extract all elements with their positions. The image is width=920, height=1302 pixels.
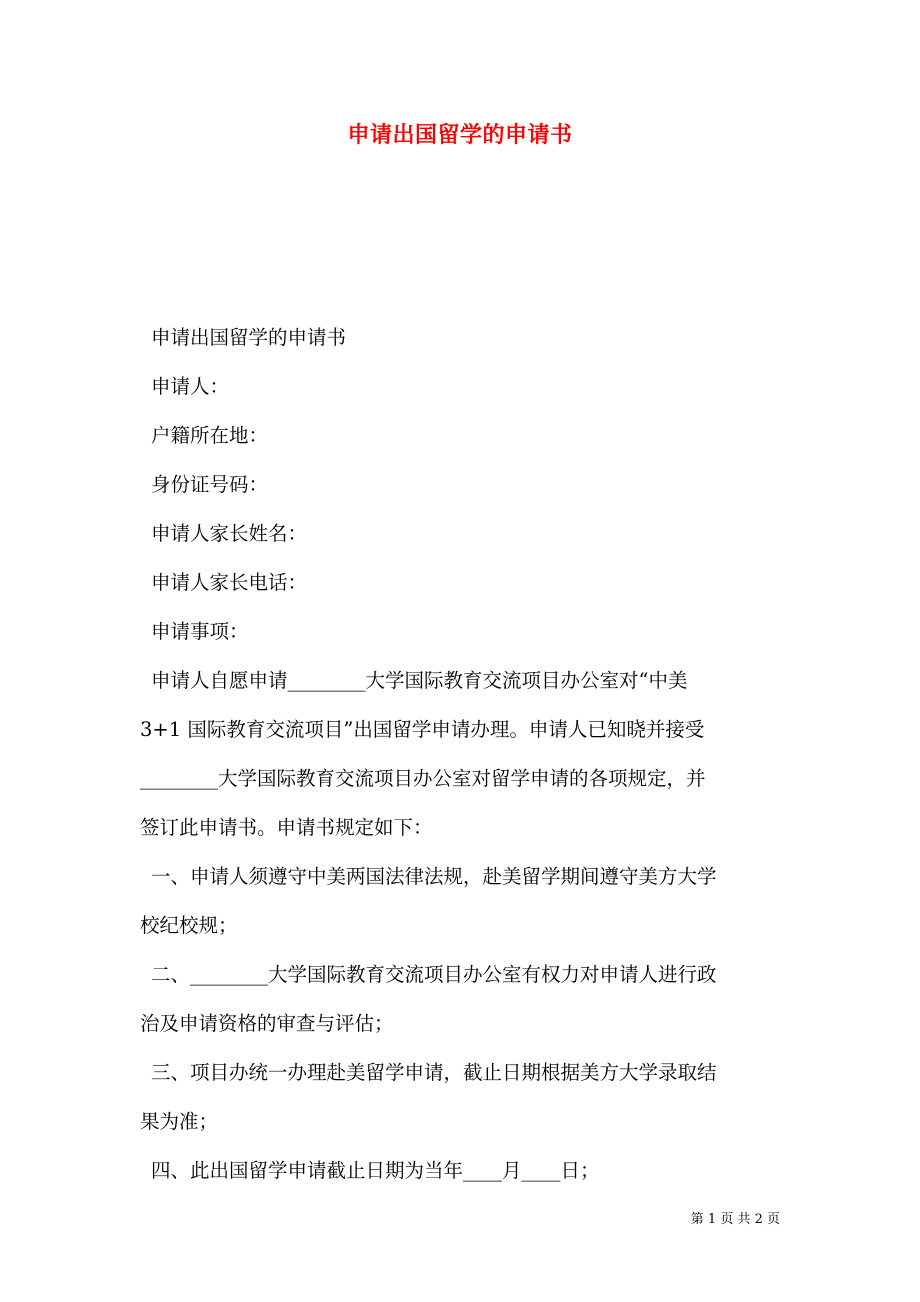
body-line: 申请人家长电话： — [151, 571, 308, 594]
body-line: 申请人自愿申请________大学国际教育交流项目办公室对“中美 — [151, 669, 688, 692]
body-line: ________大学国际教育交流项目办公室对留学申请的各项规定，并 — [140, 767, 706, 790]
body-line: 签订此申请书。申请书规定如下： — [140, 816, 433, 839]
body-line: 申请人家长姓名： — [151, 522, 308, 545]
body-line: 三、项目办统一办理赴美留学申请，截止日期根据美方大学录取结 — [151, 1061, 717, 1084]
body-line: 果为准； — [140, 1110, 219, 1133]
body-line: 治及申请资格的审查与评估； — [140, 1012, 394, 1035]
body-line: 3+1 国际教育交流项目”出国留学申请办理。申请人已知晓并接受 — [140, 718, 705, 741]
body-line: 二、________大学国际教育交流项目办公室有权力对申请人进行政 — [151, 963, 717, 986]
body-line: 身份证号码： — [151, 473, 269, 496]
body-line: 申请事项： — [151, 620, 249, 643]
body-line: 校纪校规； — [140, 914, 238, 937]
document-title: 申请出国留学的申请书 — [347, 122, 573, 148]
body-line: 申请出国留学的申请书 — [151, 326, 347, 349]
body-line: 四、此出国留学申请截止日期为当年____月____日； — [151, 1159, 600, 1182]
document-body — [140, 313, 785, 1195]
body-line: 申请人： — [151, 375, 230, 398]
page-number-footer: 第 1 页 共 2 页 — [690, 1212, 780, 1227]
body-line: 一、申请人须遵守中美两国法律法规，赴美留学期间遵守美方大学 — [151, 865, 717, 888]
body-line: 户籍所在地： — [151, 424, 269, 447]
